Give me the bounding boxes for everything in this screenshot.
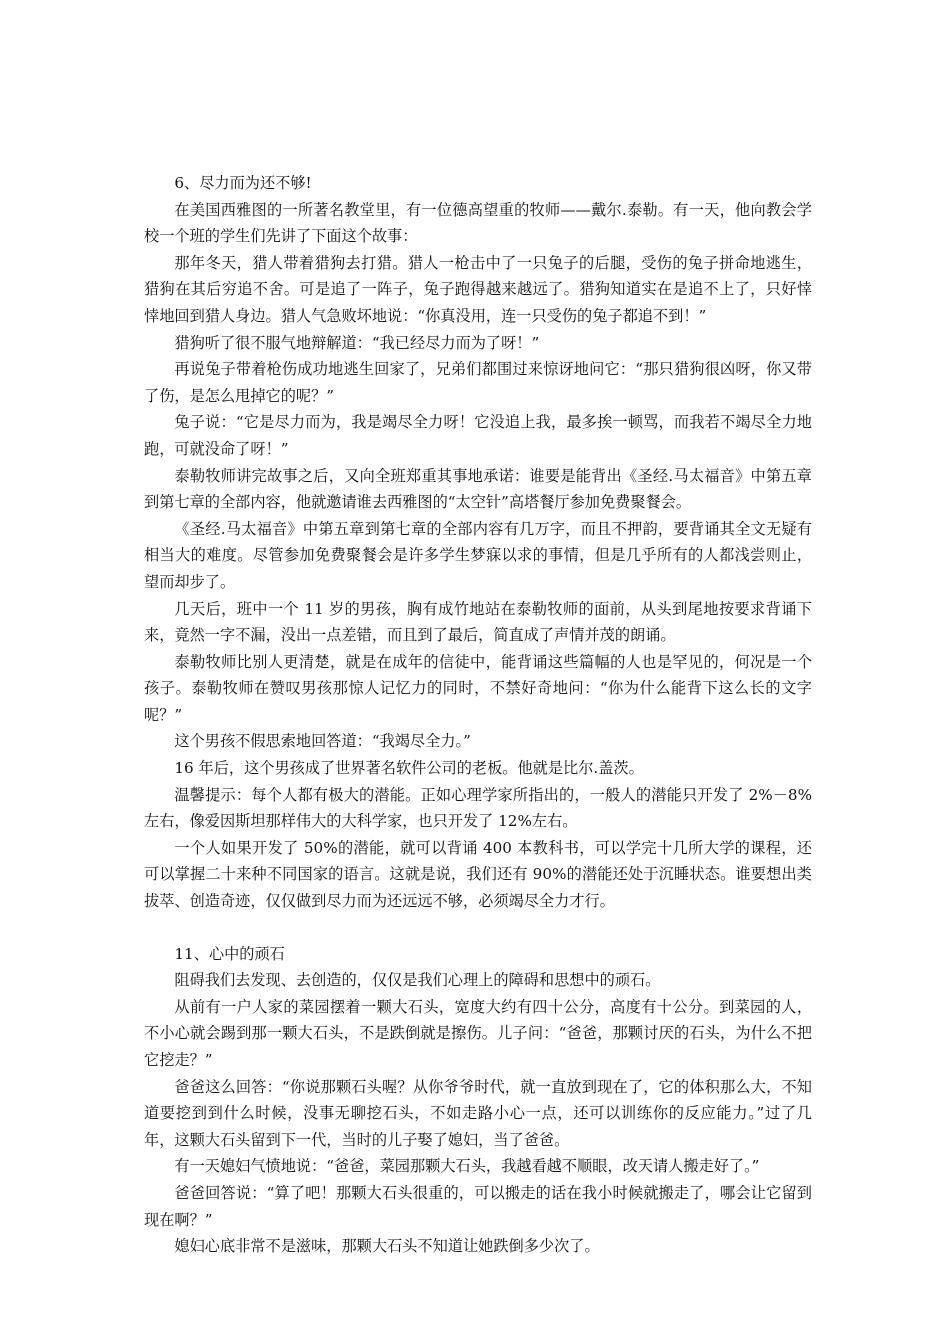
paragraph: 这个男孩不假思索地回答道：“我竭尽全力。” xyxy=(174,732,471,751)
paragraph: 一个人如果开发了 50%的潜能，就可以背诵 400 本教科书，可以学完十几所大学的课程，还可以掌握二十来种不同国家的语言。这就是说，我们还有 90%的潜能还处于沉睡状态。谁要想出类拔萃、创造奇迹，仅仅做到尽力而为还远远不够，必须竭尽全力才行。 xyxy=(144,838,812,911)
paragraph: 阻碍我们去发现、去创造的，仅仅是我们心理上的障碍和思想中的顽石。 xyxy=(174,971,661,990)
paragraph: 泰勒牧师比别人更清楚，就是在成年的信徒中，能背诵这些篇幅的人也是罕见的，何况是一个孩子。泰勒牧师在赞叹男孩那惊人记忆力的同时，不禁好奇地问：“你为什么能背下这么长的文字呢？” xyxy=(144,652,812,724)
paragraph: 从前有一户人家的菜园摆着一颗大石头，宽度大约有四十公分，高度有十公分。到菜园的人，不小心就会踢到那一颗大石头，不是跌倒就是擦伤。儿子问：“爸爸，那颗讨厌的石头，为什么不把它挖走？” xyxy=(144,997,812,1069)
story-title: 6、尽力而为还不够! xyxy=(174,174,312,192)
paragraph: 在美国西雅图的一所著名教堂里，有一位德高望重的牧师——戴尔.泰勒。有一天，他向教会学校一个班的学生们先讲了下面这个故事： xyxy=(144,200,812,246)
story-section xyxy=(144,941,812,1260)
paragraph: 再说兔子带着枪伤成功地逃生回家了，兄弟们都围过来惊讶地问它：“那只猎狗很凶呀，你又带了伤，是怎么甩掉它的呢？” xyxy=(144,360,812,405)
paragraph: 泰勒牧师讲完故事之后，又向全班郑重其事地承诺：谁要是能背出《圣经.马太福音》中第五章到第七章的全部内容，他就邀请谁去西雅图的“太空针”高塔餐厅参加免费聚餐会。 xyxy=(144,466,812,512)
paragraph: 几天后，班中一个 11 岁的男孩，胸有成竹地站在泰勒牧师的面前，从头到尾地按要求背诵下来，竟然一字不漏，没出一点差错，而且到了最后，简直成了声情并茂的朗诵。 xyxy=(144,599,812,645)
paragraph: 兔子说：“它是尽力而为，我是竭尽全力呀！它没追上我，最多挨一顿骂，而我若不竭尽全力地跑，可就没命了呀！” xyxy=(144,413,812,458)
story-section xyxy=(144,170,812,915)
paragraph: 爸爸回答说：“算了吧！那颗大石头很重的，可以搬走的话在我小时候就搬走了，哪会让它留到现在啊？” xyxy=(144,1183,812,1229)
paragraph: 温馨提示：每个人都有极大的潜能。正如心理学家所指出的，一般人的潜能只开发了 2%－8%左右，像爱因斯坦那样伟大的大科学家，也只开发了 12%左右。 xyxy=(144,785,812,831)
paragraph: 《圣经.马太福音》中第五章到第七章的全部内容有几万字，而且不押韵，要背诵其全文无疑有相当大的难度。尽管参加免费聚餐会是许多学生梦寐以求的事情，但是几乎所有的人都浅尝则止，望而却步了。 xyxy=(144,519,812,591)
paragraph: 有一天媳妇气愤地说：“爸爸，菜园那颗大石头，我越看越不顺眼，改天请人搬走好了。” xyxy=(174,1157,760,1176)
section-spacer xyxy=(144,915,812,941)
document-page xyxy=(144,170,812,1260)
paragraph: 16 年后，这个男孩成了世界著名软件公司的老板。他就是比尔.盖茨。 xyxy=(174,759,644,778)
paragraph: 媳妇心底非常不是滋味，那颗大石头不知道让她跌倒多少次了。 xyxy=(174,1237,600,1256)
story-title: 11、心中的顽石 xyxy=(174,944,285,963)
paragraph: 爸爸这么回答：“你说那颗石头喔？从你爷爷时代，就一直放到现在了，它的体积那么大，不知道要挖到到什么时候，没事无聊挖石头，不如走路小心一点，还可以训练你的反应能力。”过了几年，这颗大石头留到下一代，当时的儿子娶了媳妇，当了爸爸。 xyxy=(144,1077,812,1149)
paragraph: 猎狗听了很不服气地辩解道：“我已经尽力而为了呀！” xyxy=(174,333,540,352)
paragraph: 那年冬天，猎人带着猎狗去打猎。猎人一枪击中了一只兔子的后腿，受伤的兔子拼命地逃生，猎狗在其后穷追不舍。可是追了一阵子，兔子跑得越来越远了。猎狗知道实在是追不上了，只好悻悻地回到猎人身边。猎人气急败坏地说：“你真没用，连一只受伤的兔子都追不到！” xyxy=(144,253,812,325)
